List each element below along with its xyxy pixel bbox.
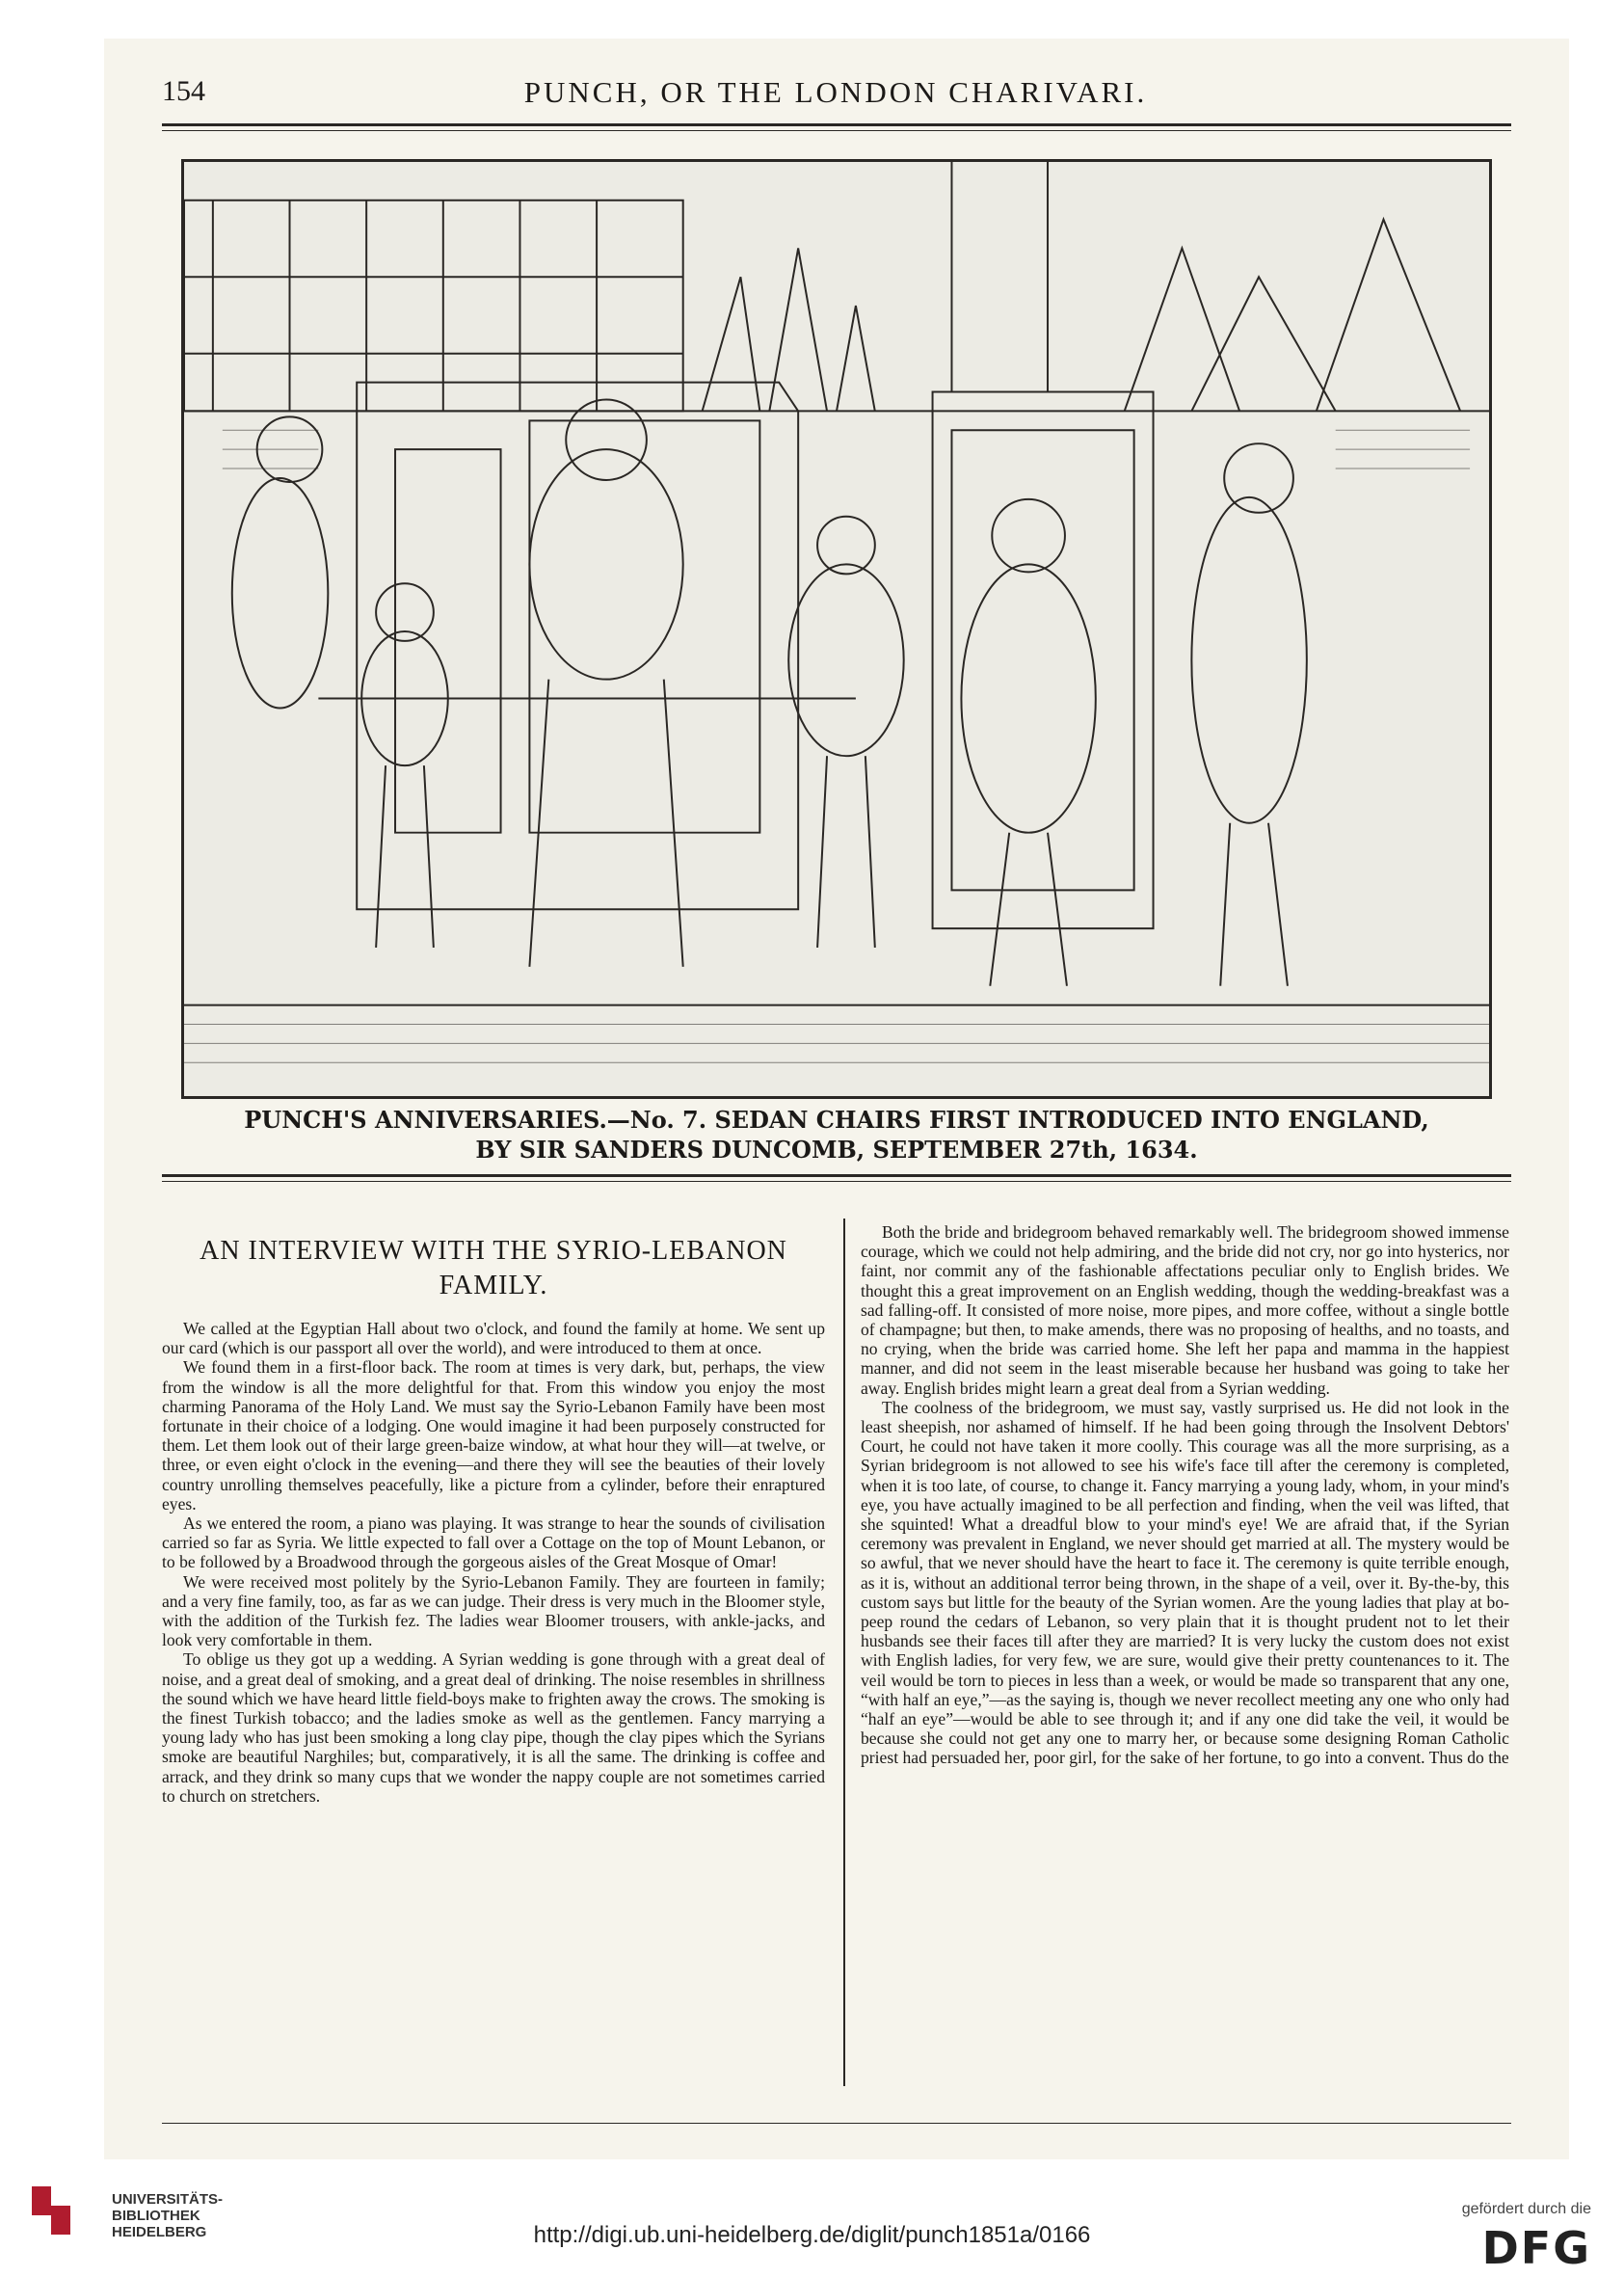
engraving-sedan-chairs <box>181 159 1492 1099</box>
paragraph: To oblige us they got up a wedding. A Syrian wedding is gone through with a great deal of noise, and a great deal of smoking, and a great deal of drinking. The noise resembles in shrillness the sound which we have heard little field-boys make to frighten away the crows. The smoking is the finest Turkish tobacco; and the ladies smoke as well as the gentlemen. Fancy marrying a young lady who has just been smoking a long clay pipe, though the clay pipes which the Syrians smoke are beautiful Narghiles; but, comparatively, it is all the same. The drinking is coffee and arrack, and they drink so many cups that we wonder the nappy couple are not sometimes carried to church on stretchers. <box>162 1649 825 1806</box>
permalink-url[interactable]: http://digi.ub.uni-heidelberg.de/diglit/punch1851a/0166 <box>533 2222 1091 2248</box>
caption-rule-thin <box>162 1181 1511 1182</box>
page-number: 154 <box>162 75 205 107</box>
library-name-line-2: BIBLIOTHEK <box>112 2208 200 2224</box>
library-name-line-1: UNIVERSITÄTS- <box>112 2191 224 2208</box>
newspaper-page <box>104 39 1569 2159</box>
illustration-caption <box>162 1105 1511 1165</box>
article-title <box>162 1234 825 1303</box>
article-left-column <box>162 1222 825 1806</box>
bottom-rule <box>162 2123 1511 2124</box>
header-rule-thin <box>162 130 1511 131</box>
paragraph: The coolness of the bridegroom, we must say, vastly surprised us. He did not look in the least sheepish, nor ashamed of himself. If he had been going through the Insolvent Debtors' Court, he could not have taken it more coolly. This courage was all the more surprising, as a Syrian bridegroom is not allowed to see his wife's face till after the ceremony is completed, when it is too late, of course, to change it. Fancy marrying a young lady, whom, in your mind's eye, you have actually imagined to be all perfection and finding, when the veil was lifted, that she squinted! What a dreadful blow to your mind's eye! We are afraid that, if the Syrian ceremony was prevalent in England, we never should get married at all. The mystery would be so awful, that we never should have the heart to face it. The ceremony is quite terrible enough, as it is, without an additional terror being thrown, in the shape of a veil, over it. By-the-by, this custom says but little for the beauty of the Syrian women. Are the young ladies that play at bo-peep round the cedars of Lebanon, so very plain that it is thought prudent not to let their husbands see their faces till after they are married? It is very lucky the custom does not exist with English ladies, for very few, we are sure, would give their pretty countenances to it. The veil would be torn to pieces in less than a week, or would be made so transparent that any one, “with half an eye,”—as the saying is, though we never recollect meeting any one who only had “half an eye”—would be able to see through it; and if any one did take the veil, it would be because she could not get any one to marry her, or because some designing Roman Catholic priest had persuaded her, poor girl, for the sake of her fortune, to go into a convent. Thus do the <box>861 1397 1509 1768</box>
article-title-line-1: AN INTERVIEW WITH THE SYRIO-LEBANON <box>200 1236 787 1266</box>
paragraph: We were received most politely by the Syrio-Lebanon Family. They are fourteen in family; and a very fine family, too, as far as we can judge. Their dress is very much in the Bloomer style, with the addition of the Turkish fez. The ladies wear Bloomer trousers, with ankle-jacks, and look very comfortable in them. <box>162 1571 825 1650</box>
caption-line-2: BY SIR SANDERS DUNCOMB, SEPTEMBER 27th, 1634. <box>475 1136 1198 1164</box>
article-right-column <box>861 1222 1509 1768</box>
running-title: PUNCH, OR THE LONDON CHARIVARI. <box>523 75 1148 109</box>
sponsor-label: gefördert durch die <box>1461 2201 1591 2217</box>
article-title-line-2: FAMILY. <box>439 1271 548 1300</box>
header-rule <box>162 123 1511 126</box>
column-divider <box>843 1219 845 2086</box>
library-name-line-3: HEIDELBERG <box>112 2224 207 2240</box>
page-header <box>162 75 1509 118</box>
paragraph: As we entered the room, a piano was playing. It was strange to hear the sounds of civilisation carried so far as Syria. We little expected to fall over a Cottage on the top of Mount Lebanon, or to be followed by a Broadwood through the gorgeous aisles of the Great Mosque of Omar! <box>162 1514 825 1572</box>
dfg-logo[interactable]: DFG <box>1481 2222 1591 2274</box>
illustration-drawing <box>184 162 1489 1096</box>
caption-rule <box>162 1174 1511 1177</box>
caption-line-1: PUNCH'S ANNIVERSARIES.—No. 7. SEDAN CHAIRS FIRST INTRODUCED INTO ENGLAND, <box>244 1106 1429 1134</box>
paragraph: Both the bride and bridegroom behaved remarkably well. The bridegroom showed immense courage, which we could not help admiring, and the bride did not cry, nor go into hysterics, nor faint, nor commit any of the fashionable affectations peculiar only to English brides. We thought this a great improvement on an English wedding, though the wedding-breakfast was a sad falling-off. It consisted of more noise, more pipes, and more coffee, without a single bottle of champagne; but then, to make amends, there was no proposing of healths, and no toasts, and no crying, when the bride was carried home. She left her papa and mamma in the happiest manner, and did not seem in the least miserable because her husband was going to take her away. English brides might learn a great deal from a Syrian wedding. <box>861 1222 1509 1398</box>
paragraph: We called at the Egyptian Hall about two o'clock, and found the family at home. We sent up our card (which is our passport all over the world), and were introduced to them at once. <box>162 1319 825 1358</box>
digitization-footer <box>0 2164 1624 2277</box>
paragraph: We found them in a first-floor back. The room at times is very dark, but, perhaps, the view from the window is all the more delightful for that. From this window you enjoy the most charming Panorama of the Holy Land. We must say the Syrio-Lebanon Family have been most fortunate in their choice of a lodging. One would imagine it had been purposely constructed for them. Let them look out of their large green-baize window, at what hour they will—at twelve, or three, or even eight o'clock in the evening—and there they will see the beauties of their lovely country unrolling themselves peacefully, like a picture from a cylinder, before their enraptured eyes. <box>162 1357 825 1514</box>
